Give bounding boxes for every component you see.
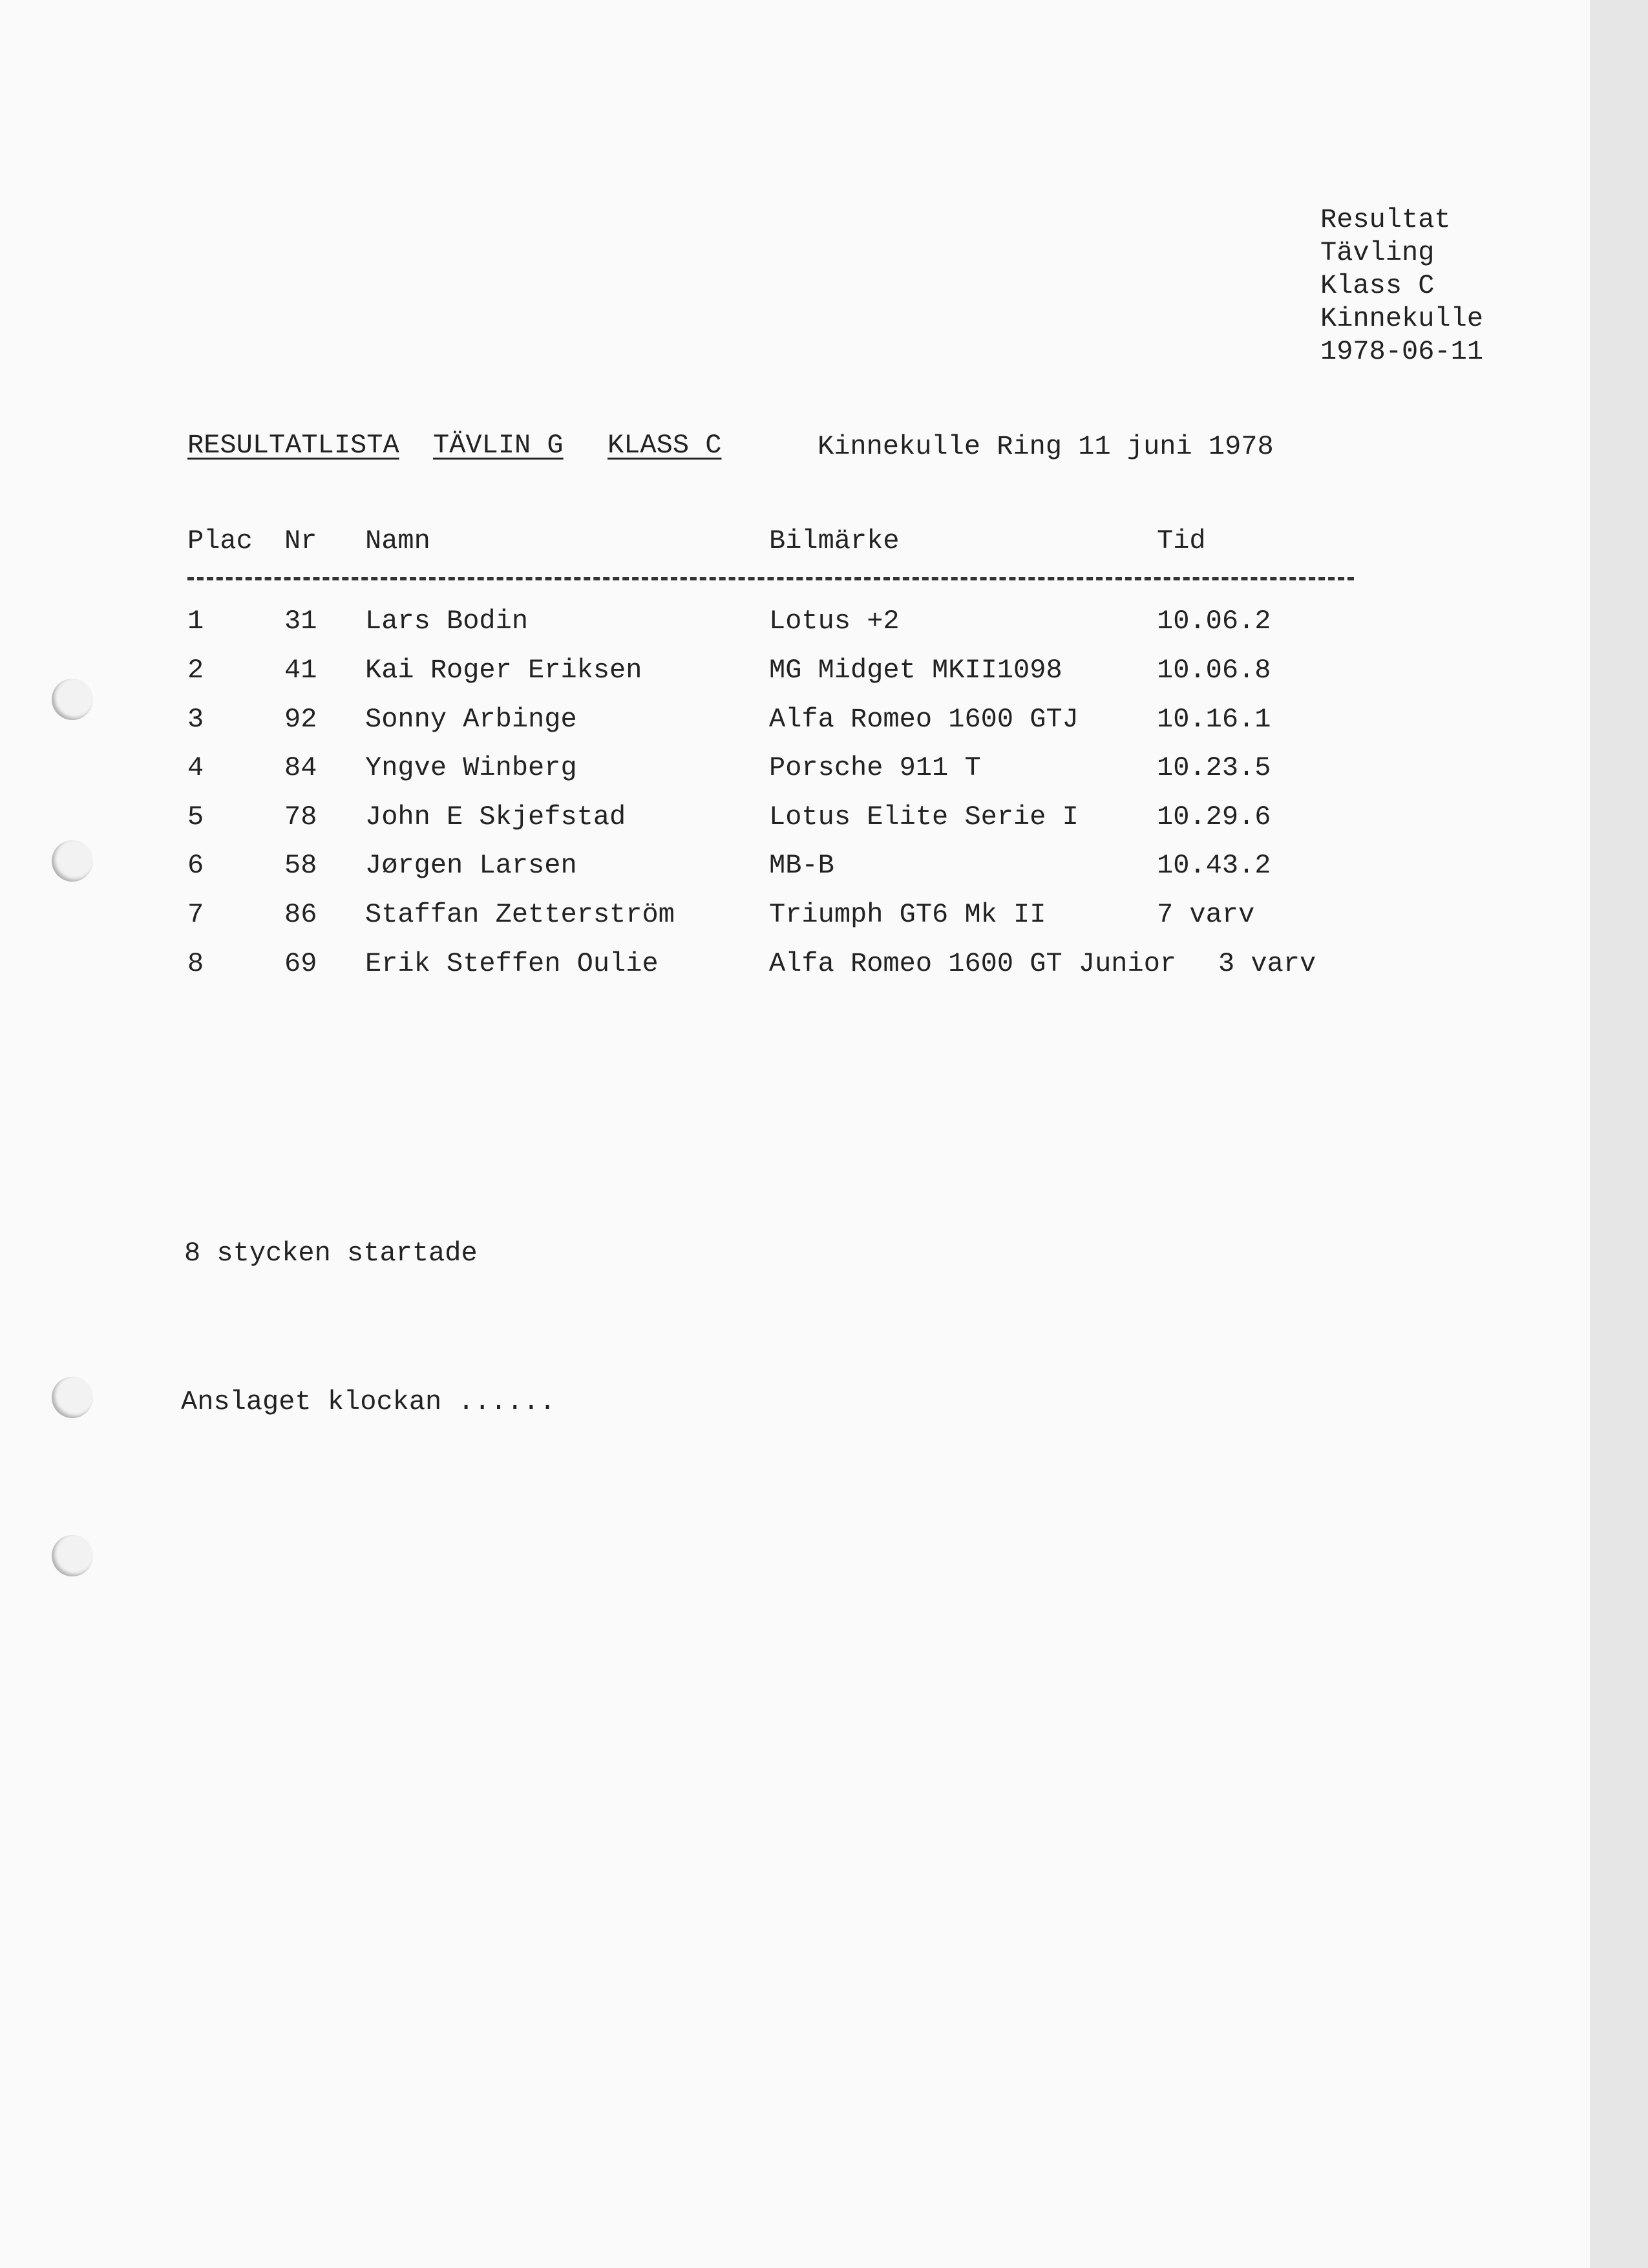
cell-nr: 58 bbox=[284, 850, 317, 881]
cell-bilmarke: Alfa Romeo 1600 GT Junior bbox=[769, 948, 1177, 979]
table-row bbox=[0, 704, 1357, 743]
cell-nr: 86 bbox=[284, 899, 317, 930]
col-header-nr: Nr bbox=[284, 525, 317, 556]
cell-bilmarke: Lotus Elite Serie I bbox=[769, 801, 1079, 832]
col-header-tid: Tid bbox=[1157, 525, 1206, 556]
cell-plac: 8 bbox=[187, 948, 204, 979]
cell-bilmarke: Porsche 911 T bbox=[769, 752, 981, 783]
corner-line: Kinnekulle bbox=[1320, 303, 1484, 334]
table-row bbox=[0, 899, 1357, 938]
table-row bbox=[0, 801, 1357, 840]
corner-line: 1978-06-11 bbox=[1320, 336, 1484, 367]
cell-nr: 41 bbox=[284, 655, 317, 686]
corner-line: Tävling bbox=[1320, 237, 1435, 268]
cell-bilmarke: Triumph GT6 Mk II bbox=[769, 899, 1046, 930]
cell-plac: 3 bbox=[187, 704, 204, 735]
cell-tid: 10.06.2 bbox=[1157, 606, 1271, 637]
cell-plac: 1 bbox=[187, 606, 204, 637]
cell-nr: 31 bbox=[284, 606, 317, 637]
cell-namn: John E Skjefstad bbox=[365, 801, 626, 832]
cell-namn: Staffan Zetterström bbox=[365, 899, 675, 930]
posted-note: Anslaget klockan ...... bbox=[181, 1386, 556, 1417]
table-row bbox=[0, 948, 1357, 987]
cell-namn: Jørgen Larsen bbox=[365, 850, 577, 881]
cell-tid: 3 varv bbox=[1218, 948, 1316, 979]
cell-tid: 7 varv bbox=[1157, 899, 1255, 930]
cell-bilmarke: MG Midget MKII1098 bbox=[769, 655, 1062, 686]
cell-bilmarke: Alfa Romeo 1600 GTJ bbox=[769, 704, 1079, 735]
header-rule bbox=[187, 577, 1354, 580]
table-row bbox=[0, 606, 1357, 644]
table-row bbox=[0, 752, 1357, 791]
cell-plac: 6 bbox=[187, 850, 204, 881]
cell-nr: 78 bbox=[284, 801, 317, 832]
cell-nr: 84 bbox=[284, 752, 317, 783]
cell-namn: Erik Steffen Oulie bbox=[365, 948, 659, 979]
table-row bbox=[0, 850, 1357, 889]
col-header-namn: Namn bbox=[365, 525, 430, 556]
cell-tid: 10.29.6 bbox=[1157, 801, 1271, 832]
starters-note: 8 stycken startade bbox=[184, 1238, 478, 1269]
cell-namn: Sonny Arbinge bbox=[365, 704, 577, 735]
cell-bilmarke: Lotus +2 bbox=[769, 606, 900, 637]
col-header-plac: Plac bbox=[187, 525, 253, 556]
heading-venue: Kinnekulle Ring 11 juni 1978 bbox=[818, 431, 1274, 462]
cell-nr: 69 bbox=[284, 948, 317, 979]
cell-namn: Lars Bodin bbox=[365, 606, 529, 637]
cell-tid: 10.43.2 bbox=[1157, 850, 1271, 881]
corner-line: Klass C bbox=[1320, 270, 1435, 301]
cell-tid: 10.23.5 bbox=[1157, 752, 1271, 783]
col-header-bilmarke: Bilmärke bbox=[769, 525, 900, 556]
heading-resultatlista: RESULTATLISTA bbox=[187, 430, 399, 461]
cell-namn: Yngve Winberg bbox=[365, 752, 577, 783]
corner-line: Resultat bbox=[1320, 204, 1451, 235]
cell-plac: 7 bbox=[187, 899, 204, 930]
cell-tid: 10.06.8 bbox=[1157, 655, 1271, 686]
punch-hole bbox=[52, 1535, 93, 1576]
cell-nr: 92 bbox=[284, 704, 317, 735]
cell-plac: 2 bbox=[187, 655, 204, 686]
cell-plac: 4 bbox=[187, 752, 204, 783]
table-row bbox=[0, 655, 1357, 694]
cell-namn: Kai Roger Eriksen bbox=[365, 655, 642, 686]
cell-tid: 10.16.1 bbox=[1157, 704, 1271, 735]
table-header bbox=[0, 525, 1357, 564]
heading-tavling: TÄVLIN G bbox=[433, 430, 564, 461]
paper-edge bbox=[1590, 0, 1648, 2268]
cell-bilmarke: MB-B bbox=[769, 850, 834, 881]
heading-klass: KLASS C bbox=[607, 430, 722, 461]
punch-hole bbox=[52, 1377, 93, 1418]
corner-info bbox=[1320, 204, 1483, 368]
cell-plac: 5 bbox=[187, 801, 204, 832]
